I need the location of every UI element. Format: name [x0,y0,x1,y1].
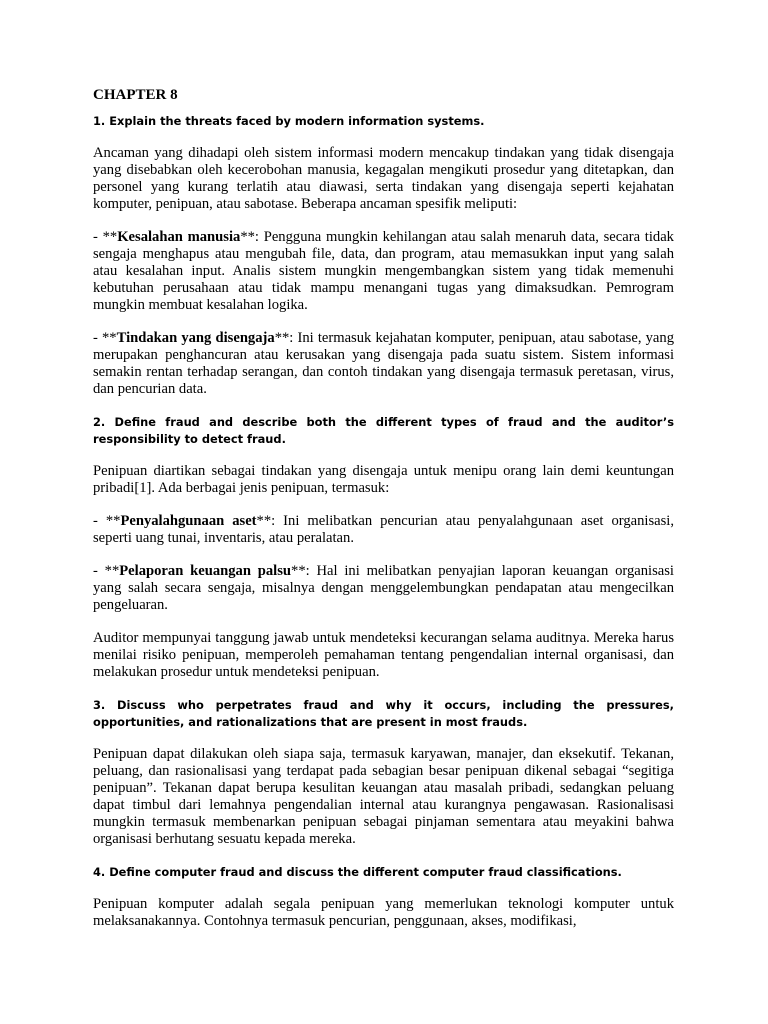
answer-paragraph [93,330,674,398]
paragraph-text: Ancaman yang dihadapi oleh sistem informasi modern mencakup tindakan yang tidak disengaja yang disebabkan oleh kecerobohan manusia, kegagalan mengikuti prosedur yang ditetapkan, dan personel yang kurang terlatih atau diawasi, serta tindakan yang disengaja seperti kejahatan komputer, penipuan, atau sabotase. Beberapa ancaman spesifik meliputi: [93,145,674,212]
paragraph-text: Penipuan komputer adalah segala penipuan yang memerlukan teknologi komputer untuk melaksanakannya. Contohnya termasuk pencurian, penggunaan, akses, modifikasi, [93,896,674,929]
paragraph-text: **: Ini melibatkan pencurian atau penyalahgunaan aset organisasi, seperti uang tunai, inventaris, atau peralatan. [93,513,674,546]
question-heading: 2. Define fraud and describe both the different types of fraud and the auditor’s responsibility to detect fraud. [93,415,674,446]
question-heading: 4. Define computer fraud and discuss the different computer fraud classifications. [93,865,622,879]
list-marker: - ** [93,563,120,579]
section-1 [93,113,674,398]
list-marker: - ** [93,513,121,529]
paragraph-text: Penipuan dapat dilakukan oleh siapa saja, termasuk karyawan, manajer, dan eksekutif. Tekanan, peluang, dan rasionalisasi yang terdapat pada sebagian besar penipuan dikenal sebagai “segitiga penipuan”. Tekanan dapat berupa kesulitan keuangan atau masalah pribadi, sedangkan peluang dapat timbul dari lemahnya pengendalian internal atau kurangnya pengawasan. Rasionalisasi mungkin termasuk membenarkan penipuan sebagai pinjaman sementara atau meyakini bahwa organisasi berhutang sesuatu kepada mereka. [93,746,674,847]
paragraph-text: **: Pengguna mungkin kehilangan atau salah menaruh data, secara tidak sengaja menghapus atau mengubah file, data, dan program, atau memasukkan input yang salah atau kesalahan input. Analis sistem mungkin mengembangkan sistem yang tidak memenuhi kebutuhan perusahaan atau tidak mampu menangani tugas yang dimaksudkan. Pemrogram mungkin membuat kesalahan logika. [93,229,674,313]
answer-paragraph [93,463,674,497]
answer-paragraph [93,513,674,547]
question-heading: 3. Discuss who perpetrates fraud and why it occurs, including the pressures, opportunities, and rationalizations that are present in most frauds. [93,698,674,729]
paragraph-text: **: Ini termasuk kejahatan komputer, penipuan, atau sabotase, yang merupakan penghancuran atau kerusakan yang disengaja pada suatu sistem. Sistem informasi semakin rentan terhadap serangan, dan contoh tindakan yang disengaja termasuk peretasan, virus, dan pencurian data. [93,330,674,397]
answer-paragraph [93,896,674,930]
section-2 [93,414,674,681]
answer-paragraph [93,746,674,848]
document-page [93,86,674,930]
bold-term: Kesalahan manusia [117,229,241,245]
paragraph-text: Penipuan diartikan sebagai tindakan yang disengaja untuk menipu orang lain demi keuntungan pribadi[1]. Ada berbagai jenis penipuan, termasuk: [93,463,674,496]
paragraph-text: Auditor mempunyai tanggung jawab untuk mendeteksi kecurangan selama auditnya. Mereka harus menilai risiko penipuan, memperoleh pemahaman tentang pengendalian internal organisasi, dan melakukan prosedur untuk mendeteksi penipuan. [93,630,674,680]
list-marker: - ** [93,330,117,346]
bold-term: Penyalahgunaan aset [120,513,257,529]
question-heading: 1. Explain the threats faced by modern information systems. [93,114,485,128]
section-3 [93,697,674,848]
bold-term: Tindakan yang disengaja [116,330,275,346]
section-4 [93,864,674,930]
list-marker: - ** [93,229,118,245]
answer-paragraph [93,145,674,213]
answer-paragraph [93,563,674,614]
answer-paragraph [93,630,674,681]
chapter-title: CHAPTER 8 [93,87,178,103]
paragraph-text: **: Hal ini melibatkan penyajian laporan keuangan organisasi yang salah secara sengaja, misalnya dengan menggelembungkan pendapatan atau mengecilkan pengeluaran. [93,563,674,613]
bold-term: Pelaporan keuangan palsu [119,563,292,579]
answer-paragraph [93,229,674,314]
